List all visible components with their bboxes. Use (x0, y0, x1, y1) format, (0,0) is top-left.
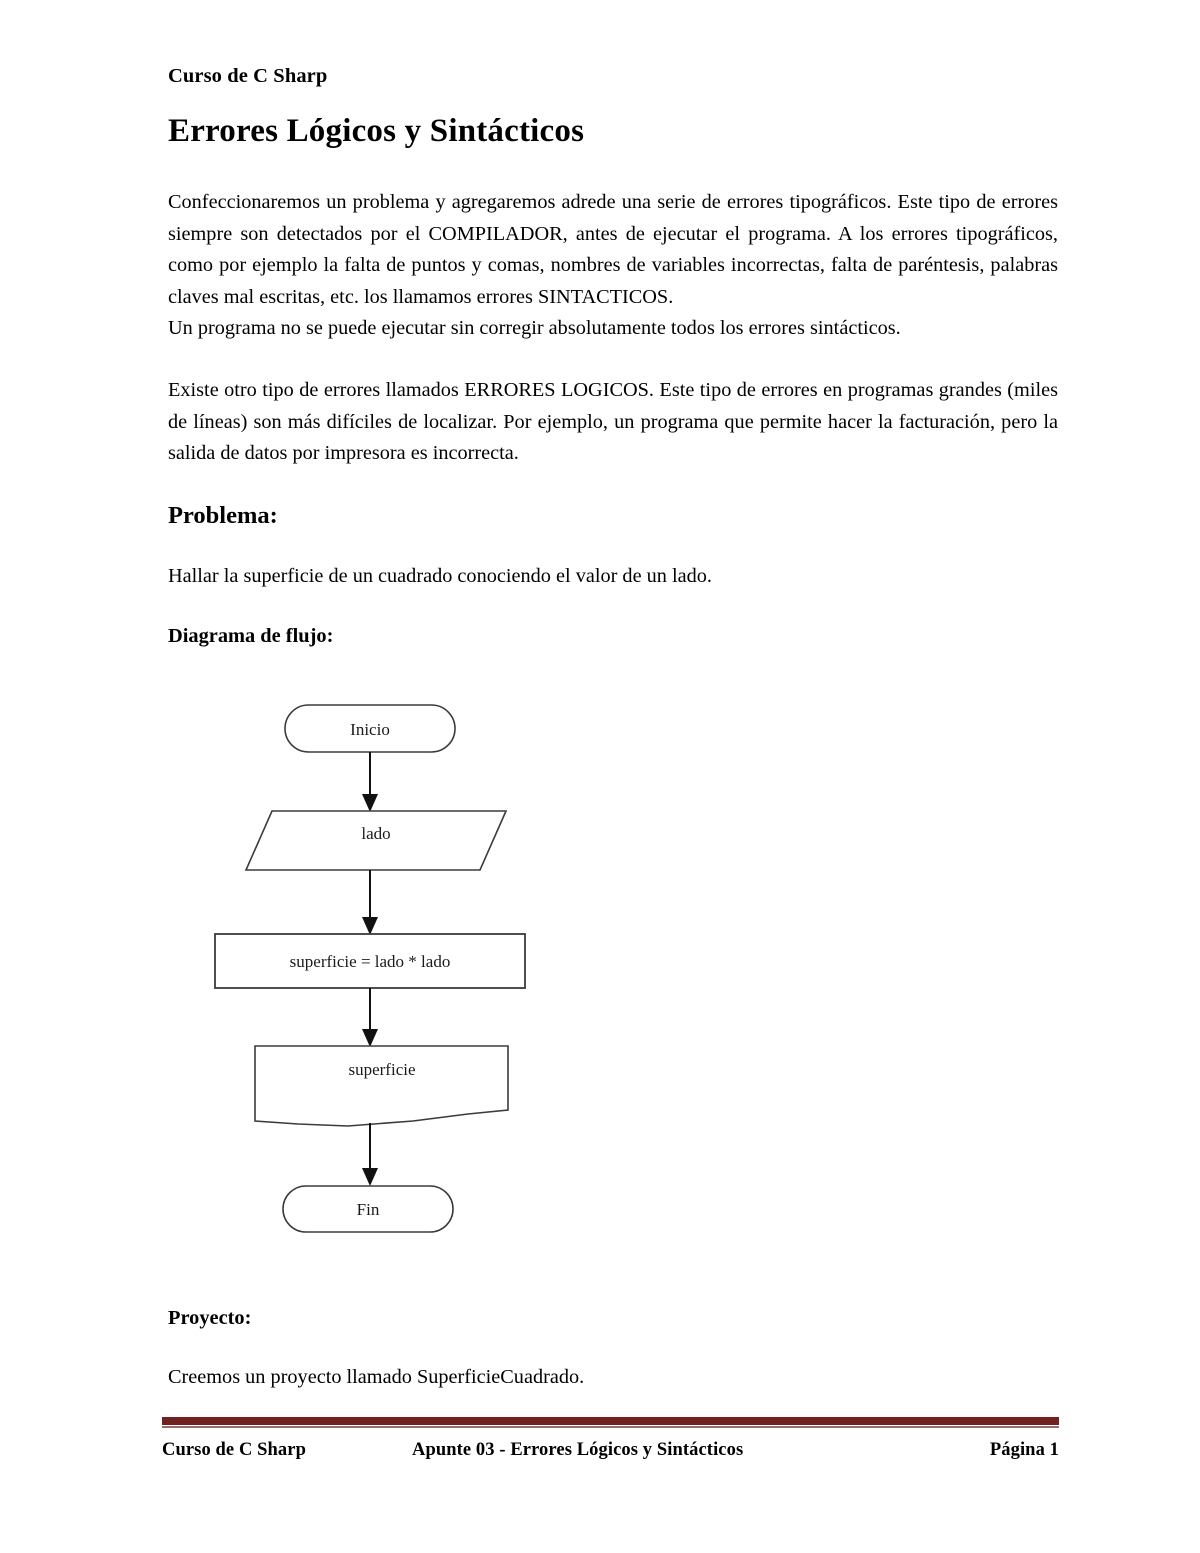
heading-proyecto: Proyecto: (168, 1307, 252, 1329)
footer-page-number: Página 1 (989, 1440, 1059, 1460)
flow-node-fin (283, 1186, 453, 1232)
footer-course-name: Curso de C Sharp (162, 1440, 306, 1460)
spacer (168, 470, 1058, 500)
flow-node-superficie (255, 1046, 508, 1126)
flow-node-inicio-label: Inicio (350, 720, 390, 739)
flow-connector-3 (362, 988, 378, 1047)
flow-node-proceso (215, 934, 525, 988)
flow-node-lado (246, 811, 506, 870)
footer-divider-thin (162, 1426, 1059, 1428)
spacer (168, 531, 1058, 561)
footer-divider (162, 1417, 1059, 1425)
flow-node-proceso-label: superficie = lado * lado (289, 952, 451, 971)
paragraph-sintacticos: Confeccionaremos un problema y agregaremos adrede una serie de errores tipográficos. Este tipo de errores siempre son detectados por el COMPILADOR, antes de ejecutar el programa. A los errores tipográficos, como por ejemplo la falta de puntos y comas, nombres de variables incorrectas, falta de paréntesis, palabras claves mal escritas, etc. los llamamos errores SINTACTICOS. (168, 191, 1058, 308)
flow-connector-1 (362, 752, 378, 812)
paragraph-logicos: Existe otro tipo de errores llamados ERRORES LOGICOS. Este tipo de errores en programas grandes (miles de líneas) son más difíciles de localizar. Por ejemplo, un programa que permite hacer la facturación, pero la salida de datos por impresora es incorrecta. (168, 378, 1058, 465)
flow-node-inicio (285, 705, 455, 752)
footer-document-title: Apunte 03 - Errores Lógicos y Sintácticos (412, 1440, 744, 1460)
heading-diagrama-de-flujo: Diagrama de flujo: (168, 624, 334, 647)
document-body (168, 64, 1058, 650)
page-title: Errores Lógicos y Sintácticos (168, 112, 585, 149)
footer-row (162, 1440, 1059, 1461)
flow-node-lado-label: lado (361, 824, 391, 843)
heading-problema: Problema: (168, 501, 278, 529)
course-kicker: Curso de C Sharp (168, 65, 328, 87)
paragraph-no-ejecutar: Un programa no se puede ejecutar sin corregir absolutamente todos los errores sintácticos. (168, 317, 901, 340)
flow-node-superficie-label: superficie (348, 1060, 416, 1079)
page-footer (162, 1417, 1059, 1461)
flow-node-fin-label: Fin (356, 1200, 380, 1219)
spacer (168, 593, 1058, 623)
spacer (168, 345, 1058, 375)
flow-connector-2 (362, 870, 378, 935)
spacer (168, 1332, 1058, 1362)
paragraph-problema: Hallar la superficie de un cuadrado conociendo el valor de un lado. (168, 565, 712, 588)
flowchart-diagram (168, 660, 1058, 1260)
paragraph-proyecto: Creemos un proyecto llamado SuperficieCuadrado. (168, 1365, 585, 1388)
flow-connector-4 (362, 1123, 378, 1186)
proyecto-section (168, 1305, 1058, 1393)
